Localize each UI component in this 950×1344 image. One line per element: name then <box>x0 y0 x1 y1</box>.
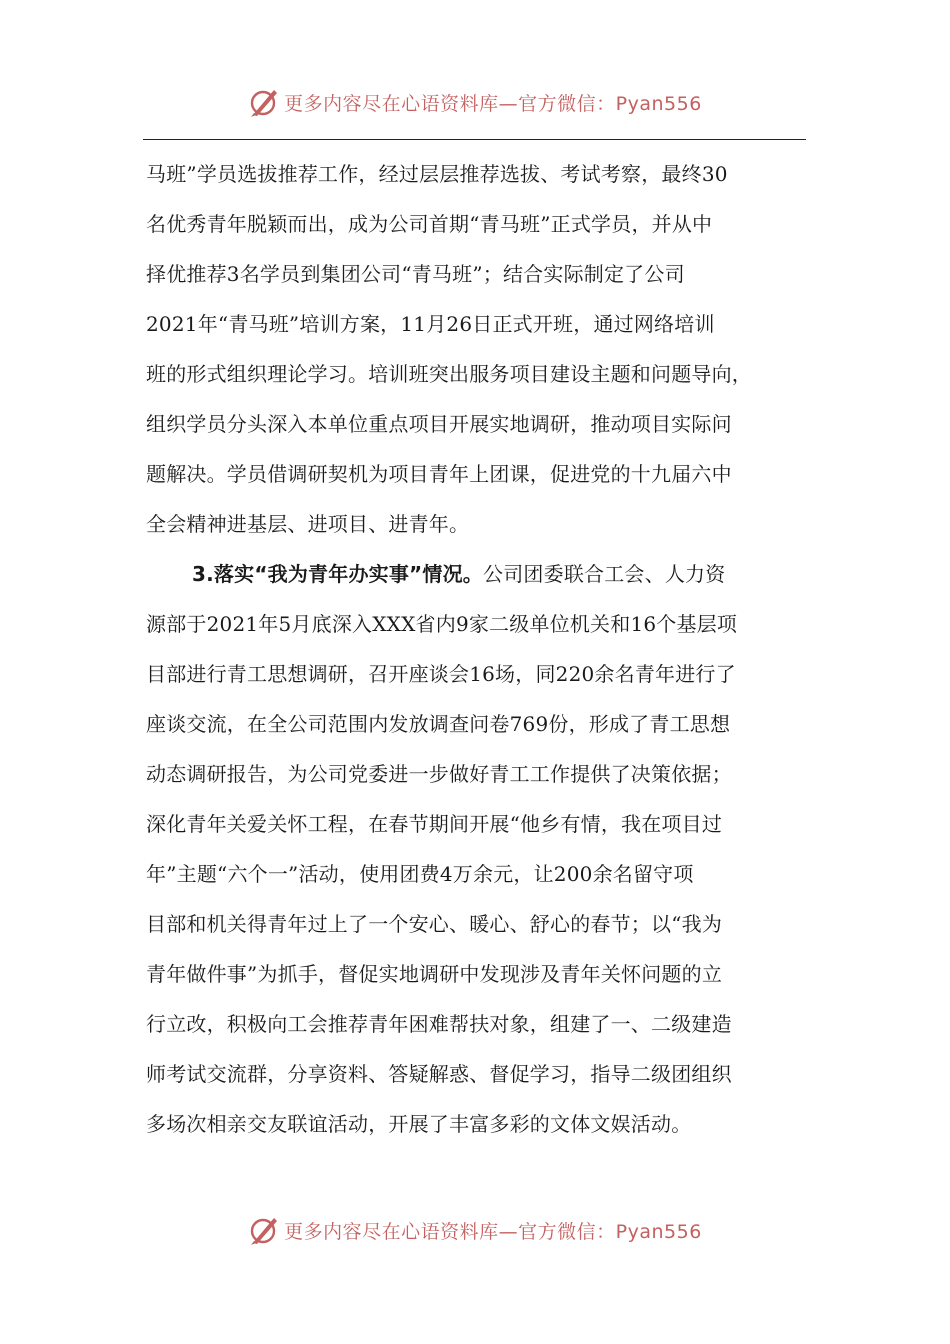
header-banner-text: 更多内容尽在心语资料库—官方微信：Pyan556 <box>284 92 702 115</box>
body-line: 源部于2021年5月底深入XXX省内9家二级单位机关和16个基层项 <box>146 612 738 636</box>
pen-in-circle-icon <box>248 1214 280 1246</box>
section-heading-rest: 公司团委联合工会、人力资 <box>483 562 726 586</box>
body-line: 题解决。学员借调研契机为项目青年上团课，促进党的十九届六中 <box>146 462 732 486</box>
body-line: 师考试交流群，分享资料、答疑解惑、督促学习，指导二级团组织 <box>146 1062 732 1086</box>
body-line: 全会精神进基层、进项目、进青年。 <box>146 512 470 536</box>
footer-banner-text: 更多内容尽在心语资料库—官方微信：Pyan556 <box>284 1220 702 1243</box>
body-line: 多场次相亲交友联谊活动，开展了丰富多彩的文体文娱活动。 <box>146 1112 692 1136</box>
header-banner <box>0 82 950 122</box>
body-line: 组织学员分头深入本单位重点项目开展实地调研，推动项目实际问 <box>146 412 732 436</box>
body-line: 动态调研报告，为公司党委进一步做好青工工作提供了决策依据； <box>146 762 732 786</box>
body-line: 目部进行青工思想调研，召开座谈会16场，同220余名青年进行了 <box>146 662 736 686</box>
pen-in-circle-icon <box>248 86 280 118</box>
body-line: 目部和机关得青年过上了一个安心、暖心、舒心的春节；以“我为 <box>146 912 723 936</box>
body-line: 年”主题“六个一”活动，使用团费4万余元，让200余名留守项 <box>146 862 694 886</box>
footer-banner <box>0 1210 950 1250</box>
section-heading-line <box>146 549 808 599</box>
header-divider <box>143 139 806 140</box>
body-line: 名优秀青年脱颖而出，成为公司首期“青马班”正式学员，并从中 <box>146 212 713 236</box>
body-line: 行立改，积极向工会推荐青年困难帮扶对象，组建了一、二级建造 <box>146 1012 732 1036</box>
body-line: 2021年“青马班”培训方案，11月26日正式开班，通过网络培训 <box>146 312 715 336</box>
body-line: 深化青年关爱关怀工程，在春节期间开展“他乡有情，我在项目过 <box>146 812 723 836</box>
body-line: 择优推荐3名学员到集团公司“青马班”；结合实际制定了公司 <box>146 262 685 286</box>
section-heading: 3.落实“我为青年办实事”情况。 <box>192 562 484 586</box>
document-body <box>146 149 808 1149</box>
body-line: 班的形式组织理论学习。培训班突出服务项目建设主题和问题导向， <box>146 362 752 386</box>
body-line: 青年做件事”为抓手，督促实地调研中发现涉及青年关怀问题的立 <box>146 962 723 986</box>
body-line: 马班”学员选拔推荐工作，经过层层推荐选拔、考试考察，最终30 <box>146 162 728 186</box>
body-line: 座谈交流，在全公司范围内发放调查问卷769份，形成了青工思想 <box>146 712 731 736</box>
